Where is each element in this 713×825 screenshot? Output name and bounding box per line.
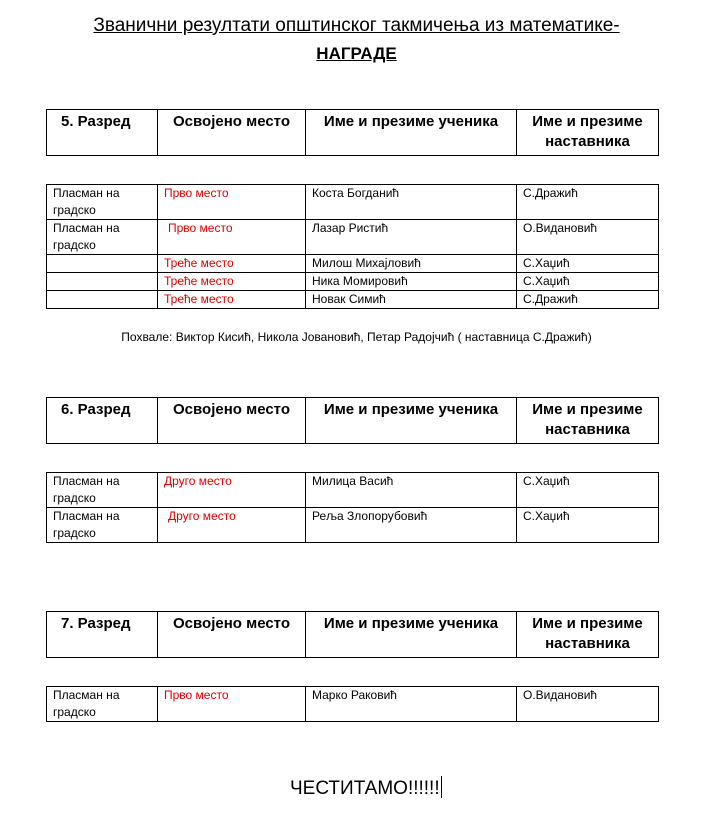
grade7-header-table [46,611,659,658]
teacher-cell: С.Хаџић [517,273,659,291]
document-subtitle: НАГРАДЕ [316,44,397,63]
level-cell: Пласман на градско [47,687,158,722]
table-row [47,255,659,273]
student-cell: Марко Раковић [306,687,517,722]
teacher-cell: С.Дражић [517,291,659,309]
header-place: Освојено место [158,398,306,444]
table-row [47,220,659,255]
table-row [47,185,659,220]
teacher-cell: С.Хаџић [517,255,659,273]
table-row [47,473,659,508]
place-cell: Прво место [158,687,306,722]
place-cell: Друго место [158,508,306,543]
grade5-results-table [46,184,659,309]
grade5-header-table [46,109,659,156]
place-cell: Треће место [158,273,306,291]
teacher-cell: О.Видановић [517,220,659,255]
header-teacher: Име и презиме наставника [517,110,659,156]
teacher-cell: О.Видановић [517,687,659,722]
teacher-cell: С.Дражић [517,185,659,220]
header-student: Име и презиме ученика [306,612,517,658]
header-teacher: Име и презиме наставника [517,612,659,658]
teacher-cell: С.Хаџић [517,473,659,508]
place-cell: Прво место [158,220,306,255]
level-cell [47,255,158,273]
place-cell: Треће место [158,255,306,273]
level-cell: Пласман на градско [47,473,158,508]
student-cell: Коста Богданић [306,185,517,220]
level-cell [47,291,158,309]
student-cell: Ника Момировић [306,273,517,291]
praise-text: Похвале: Виктор Кисић, Никола Јовановић, Петар Радојчић ( наставница С.Дражић) [121,330,592,344]
grade5-label: 5. Разред [47,110,158,156]
place-cell: Треће место [158,291,306,309]
table-row [47,508,659,543]
congrats-label: ЧЕСТИТАМО!!!!!! [290,778,440,799]
grade6-header-table [46,397,659,444]
student-cell: Новак Симић [306,291,517,309]
document-title: Званични резултати општинског такмичења из математике- [93,15,620,36]
header-student: Име и презиме ученика [306,398,517,444]
header-place: Освојено место [158,110,306,156]
level-cell: Пласман на градско [47,220,158,255]
place-cell: Друго место [158,473,306,508]
text-cursor [441,776,442,798]
table-row [47,273,659,291]
header-student: Име и презиме ученика [306,110,517,156]
header-place: Освојено место [158,612,306,658]
student-cell: Милош Михајловић [306,255,517,273]
table-row [47,687,659,722]
congratulations-text[interactable] [290,776,442,800]
grade7-results-table [46,686,659,722]
student-cell: Лазар Ристић [306,220,517,255]
grade7-label: 7. Разред [47,612,158,658]
level-cell: Пласман на градско [47,508,158,543]
grade6-label: 6. Разред [47,398,158,444]
teacher-cell: С.Хаџић [517,508,659,543]
student-cell: Реља Злопорубовић [306,508,517,543]
table-row [47,291,659,309]
grade6-results-table [46,472,659,543]
level-cell: Пласман на градско [47,185,158,220]
student-cell: Милица Васић [306,473,517,508]
place-cell: Прво место [158,185,306,220]
header-teacher: Име и презиме наставника [517,398,659,444]
level-cell [47,273,158,291]
